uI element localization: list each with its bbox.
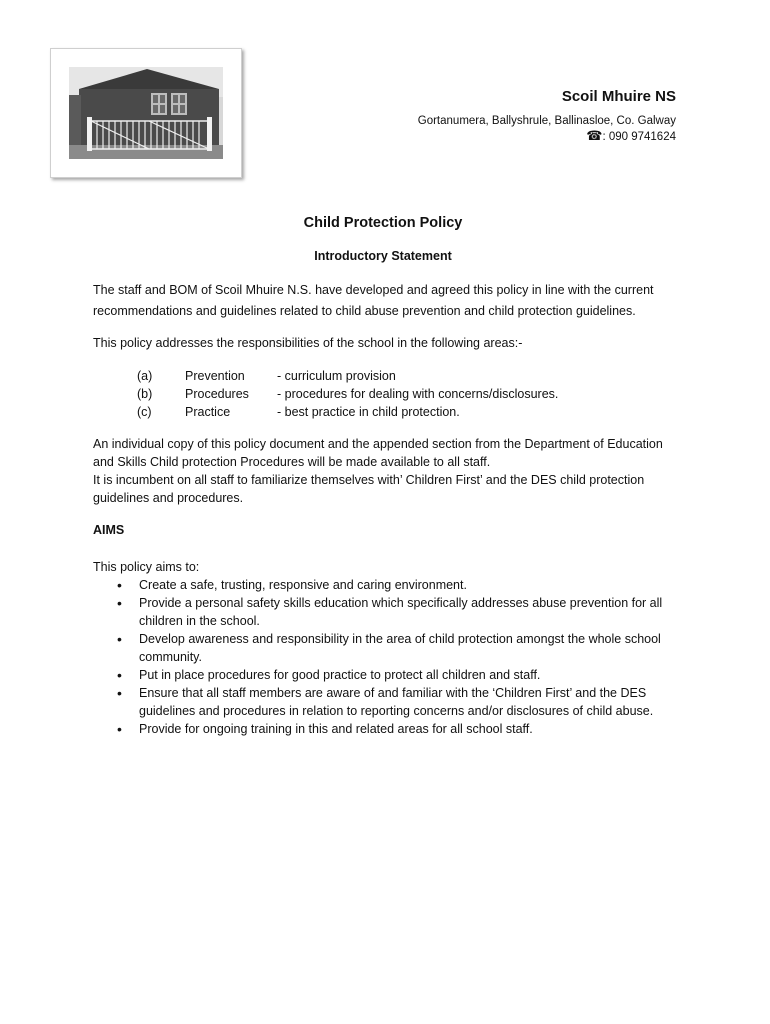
area-letter: (b) bbox=[137, 387, 153, 401]
area-name: Practice bbox=[185, 405, 231, 419]
document-subtitle: Introductory Statement bbox=[314, 249, 452, 263]
list-item: • Provide a personal safety skills education which specifically addresses abuse prevention for all children in the school. bbox=[139, 594, 673, 630]
area-letter: (c) bbox=[137, 405, 152, 419]
list-item: • Put in place procedures for good practice to protect all children and staff. bbox=[139, 666, 673, 684]
area-row bbox=[137, 367, 558, 385]
intro-paragraph: The staff and BOM of Scoil Mhuire N.S. have developed and agreed this policy in line with the current recommendations and guidelines related to child abuse prevention and child protection guidelines. bbox=[93, 283, 654, 318]
aims-heading: AIMS bbox=[93, 523, 125, 537]
phone-number: : 090 9741624 bbox=[602, 131, 676, 143]
school-address: Gortanumera, Ballyshrule, Ballinasloe, Co. Galway bbox=[417, 115, 676, 127]
telephone-icon: ☎ bbox=[586, 129, 603, 144]
area-desc: - procedures for dealing with concerns/disclosures. bbox=[277, 387, 559, 401]
area-letter: (a) bbox=[137, 369, 153, 383]
document-body bbox=[93, 214, 673, 738]
area-name: Procedures bbox=[185, 387, 249, 401]
copy-note-2: It is incumbent on all staff to familiarize themselves with’ Children First’ and the DES child protection guidelines and procedures. bbox=[93, 473, 645, 505]
list-item: • Provide for ongoing training in this and related areas for all school staff. bbox=[139, 720, 673, 738]
area-desc: - best practice in child protection. bbox=[277, 405, 460, 419]
list-item: • Create a safe, trusting, responsive and caring environment. bbox=[139, 576, 673, 594]
areas-intro: This policy addresses the responsibilities of the school in the following areas:- bbox=[93, 336, 523, 350]
list-item: • Develop awareness and responsibility in the area of child protection amongst the whole school community. bbox=[139, 630, 673, 666]
document-title: Child Protection Policy bbox=[303, 215, 463, 231]
school-photo-frame bbox=[50, 48, 242, 178]
school-phone bbox=[418, 129, 676, 145]
school-name: Scoil Mhuire NS bbox=[561, 88, 676, 105]
copy-note-1: An individual copy of this policy document and the appended section from the Department of Education and Skills Child protection Procedures will be made available to all staff. bbox=[93, 437, 663, 469]
letterhead bbox=[418, 88, 676, 145]
area-desc: - curriculum provision bbox=[277, 369, 396, 383]
aims-intro: This policy aims to: bbox=[93, 560, 200, 574]
areas-list bbox=[137, 367, 558, 421]
area-row bbox=[137, 385, 558, 403]
list-item: • Ensure that all staff members are aware of and familiar with the ‘Children First’ and the DES guidelines and procedures in relation to reporting concerns and/or disclosures of child abuse. bbox=[139, 684, 673, 720]
area-row bbox=[137, 403, 558, 421]
school-building-photo bbox=[69, 67, 223, 159]
aims-list bbox=[93, 576, 673, 738]
area-name: Prevention bbox=[185, 369, 245, 383]
